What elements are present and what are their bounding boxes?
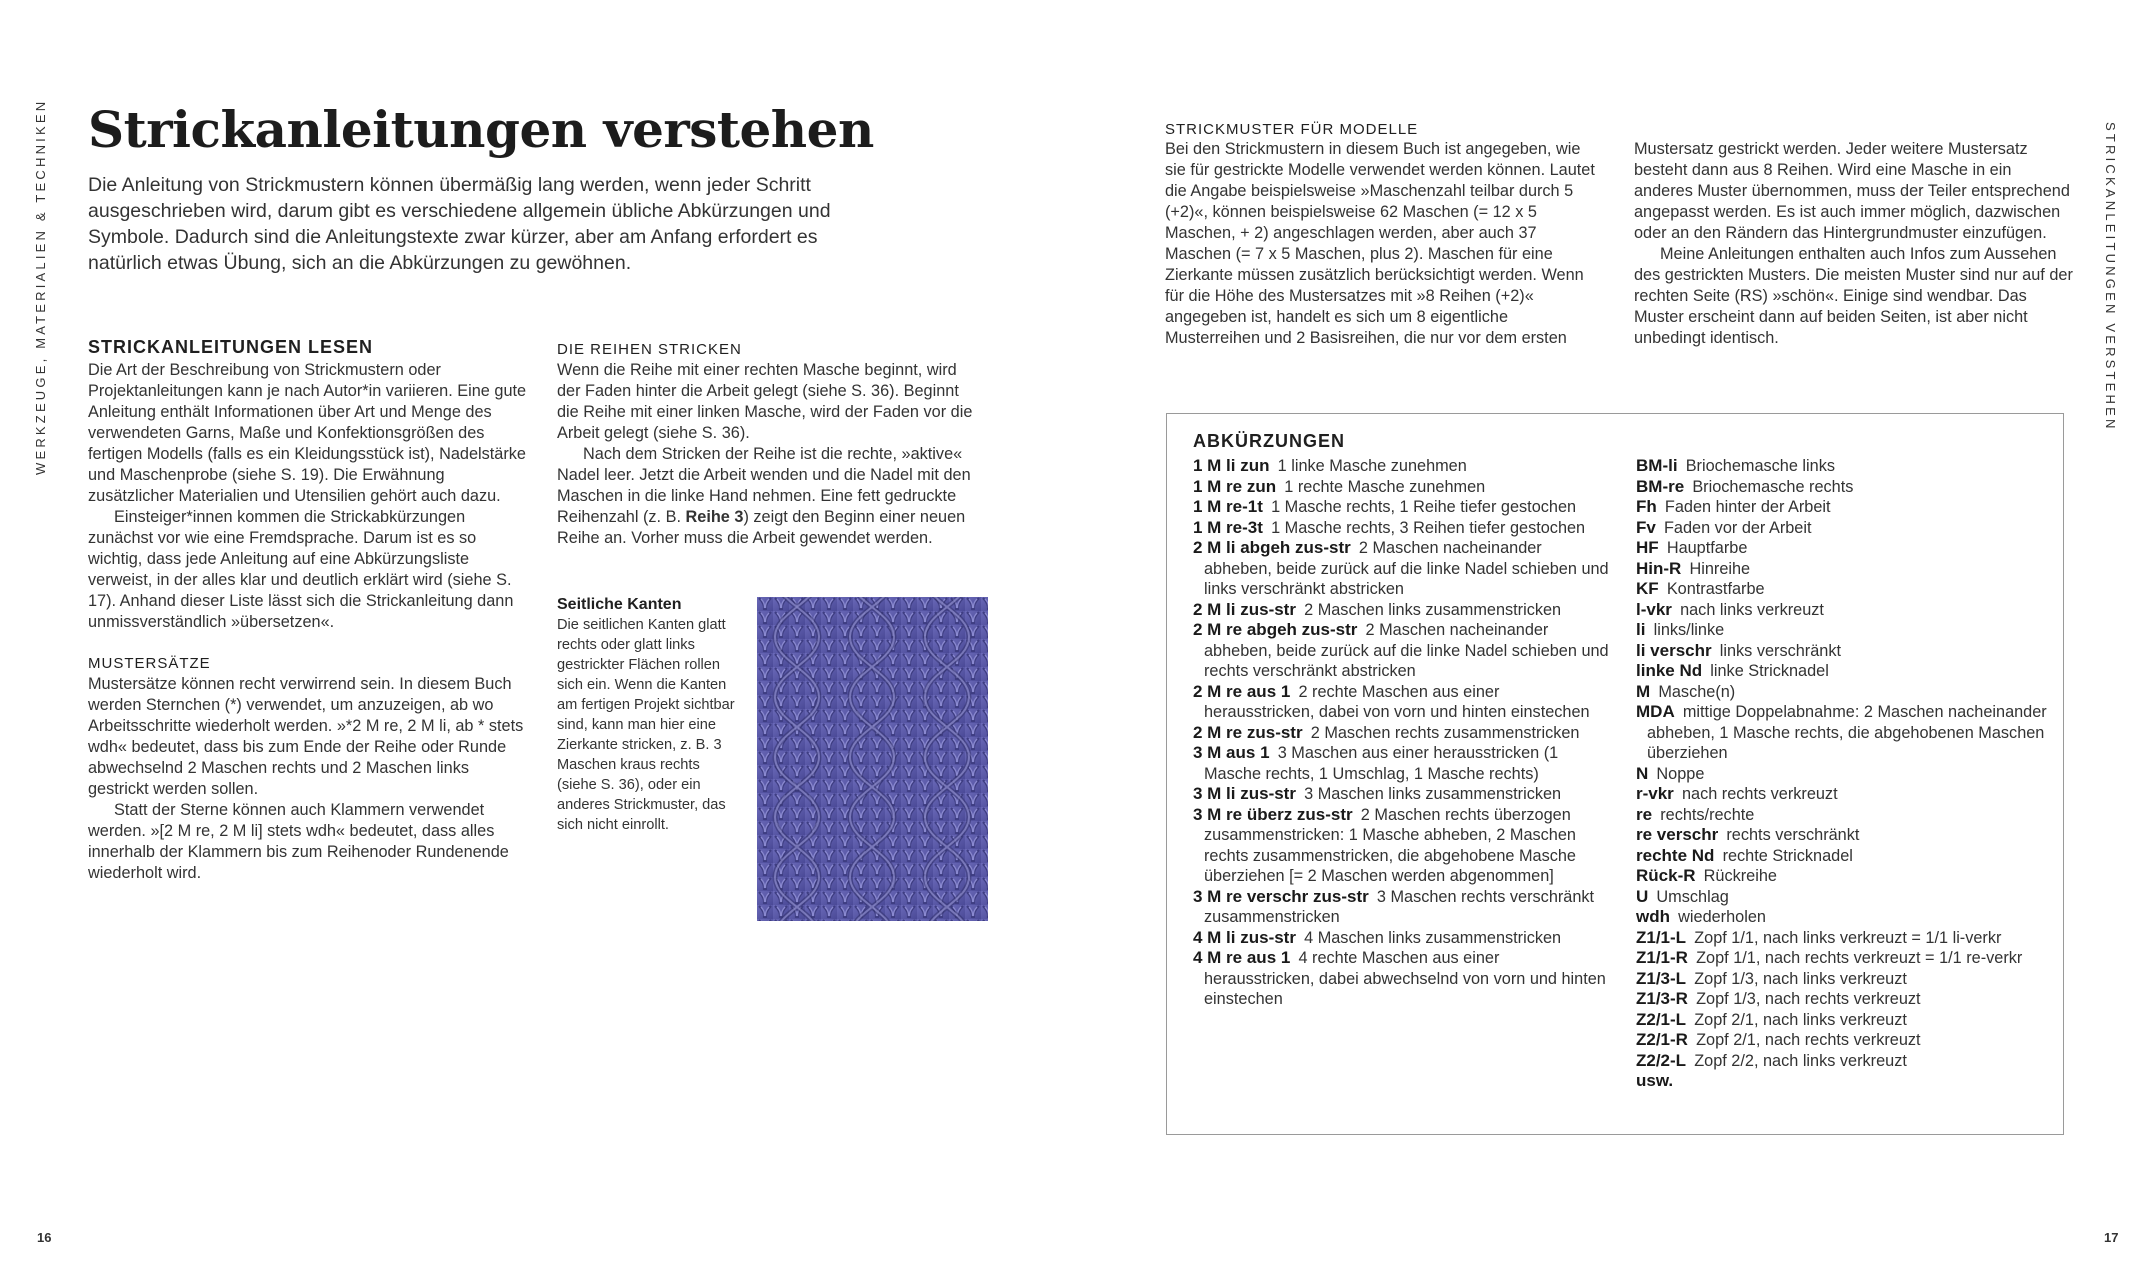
abbreviation-entry bbox=[1193, 518, 1613, 539]
heading-die-reihen-stricken: DIE REIHEN STRICKEN bbox=[557, 341, 742, 358]
reihen-text-after: ) zeigt den Beginn einer neuen Reihe an. Vorher muss die Arbeit gewendet werden. bbox=[557, 508, 966, 547]
abbreviation-description: wiederholen bbox=[1678, 908, 1766, 926]
abbreviation-description: Briochemasche rechts bbox=[1692, 477, 1854, 496]
reihen-text-before: Nach dem Stricken der Reihe ist die rechte, »aktive« Nadel leer. Jetzt die Arbeit wenden und die Nadel mit den Maschen in die linke Hand nehmen. Eine fett gedruckte Reihenzahl (z. B. bbox=[557, 445, 971, 526]
abbreviation-description: 3 Maschen links zusammenstricken bbox=[1304, 785, 1562, 803]
abbreviation-key: linke Nd bbox=[1636, 661, 1703, 680]
abbreviation-entry bbox=[1636, 969, 2056, 990]
abbreviation-entry bbox=[1636, 456, 2056, 477]
abbreviation-description: 2 Maschen nacheinander abheben, beide zurück auf die linke Nadel schieben und rechts verschränkt abstricken bbox=[1204, 621, 1609, 680]
abbreviation-entry bbox=[1636, 1071, 2056, 1092]
intro-paragraph: Die Anleitung von Strickmustern können übermäßig lang werden, wenn jeder Schritt ausgeschrieben wird, darum gibt es verschiedene allgemein übliche Abkürzungen und Symbole. Dadurch sind die Anleitungstexte zwar kürzer, aber am Anfang erfordert es natürlich etwas Übung, sich an die Abkürzungen zu gewöhnen. bbox=[88, 174, 831, 274]
abbreviation-key: Z2/1-L bbox=[1636, 1009, 1687, 1029]
abbreviation-key: BM-li bbox=[1636, 456, 1678, 475]
abbreviation-entry bbox=[1636, 846, 2056, 867]
abbreviation-entry bbox=[1193, 784, 1613, 805]
abbreviation-description: 3 Maschen aus einer herausstricken (1 Masche rechts, 1 Umschlag, 1 Masche rechts) bbox=[1204, 744, 1559, 783]
abbreviation-key: 2 M li abgeh zus-str bbox=[1193, 538, 1351, 557]
abbreviation-key: BM-re bbox=[1636, 476, 1685, 496]
abbreviation-entry bbox=[1636, 805, 2056, 826]
abbreviation-description: Zopf 2/2, nach links verkreuzt bbox=[1694, 1051, 1907, 1070]
abbreviation-key: rechte Nd bbox=[1636, 845, 1715, 865]
abbreviation-entry bbox=[1636, 538, 2056, 559]
abbreviation-key: 2 M re abgeh zus-str bbox=[1193, 620, 1358, 639]
side-chapter-label: STRICKANLEITUNGEN VERSTEHEN bbox=[2103, 122, 2118, 432]
abbreviations-left-list bbox=[1193, 456, 1613, 1010]
abbreviation-key: Z1/3-R bbox=[1636, 989, 1688, 1008]
abbreviation-key: 1 M re zun bbox=[1193, 476, 1277, 496]
abbreviation-description: Rückreihe bbox=[1703, 867, 1777, 885]
abbreviation-entry bbox=[1193, 620, 1613, 682]
reihen-bold-example: Reihe 3 bbox=[685, 508, 744, 526]
abbreviation-key: M bbox=[1636, 681, 1651, 701]
abbreviation-key: Hin-R bbox=[1636, 558, 1682, 578]
abbreviation-entry bbox=[1636, 1010, 2056, 1031]
abbreviation-description: rechte Stricknadel bbox=[1722, 846, 1853, 865]
abbreviation-entry bbox=[1636, 989, 2056, 1010]
abbreviation-entry bbox=[1636, 1051, 2056, 1072]
abbreviation-key: Z2/1-R bbox=[1636, 1030, 1688, 1049]
abbreviation-entry bbox=[1193, 682, 1613, 723]
abbreviation-key: 4 M re aus 1 bbox=[1193, 948, 1291, 967]
abbreviation-key: 1 M re-1t bbox=[1193, 497, 1263, 516]
abbreviation-key: HF bbox=[1636, 538, 1659, 557]
seitliche-kanten-text: Die seitlichen Kanten glatt rechts oder glatt links gestrickter Flächen rollen sich ein. Wenn die Kanten am fertigen Projekt sichtbar sind, kann man hier eine Zierkante stricken, z. B. 3 Maschen kraus rechts (siehe S. 36), oder ein anderes Strickmuster, das sich nicht einrollt. bbox=[557, 617, 735, 833]
page-title: Strickanleitungen verstehen bbox=[88, 100, 874, 159]
abbreviation-description: 4 rechte Maschen aus einer herausstricken, dabei abwechselnd von vorn und hinten einstechen bbox=[1204, 949, 1606, 1008]
abbreviation-description: 2 Maschen rechts zusammenstricken bbox=[1310, 723, 1580, 742]
abbreviation-entry bbox=[1636, 702, 2056, 764]
abbreviation-key: 3 M li zus-str bbox=[1193, 784, 1296, 803]
reihen-paragraph-1: Wenn die Reihe mit einer rechten Masche beginnt, wird der Faden hinter die Arbeit gelegt (siehe S. 36). Beginnt die Reihe mit einer linken Masche, wird der Faden vor die Arbeit gelegt (siehe S. 36). bbox=[557, 361, 973, 442]
abbreviation-entry bbox=[1636, 620, 2056, 641]
abbreviation-key: Z1/1-R bbox=[1636, 948, 1688, 967]
abbreviation-entry bbox=[1636, 641, 2056, 662]
abbreviation-description: 2 Maschen rechts überzogen zusammenstricken: 1 Masche abheben, 2 Maschen rechts zusammenstricken, die abgehobene Masche überziehen [= 2 Maschen werden abgenommen] bbox=[1204, 805, 1576, 885]
abbreviation-description: rechts verschränkt bbox=[1726, 826, 1860, 844]
heading-seitliche-kanten: Seitliche Kanten bbox=[557, 596, 682, 613]
heading-abkuerzungen: ABKÜRZUNGEN bbox=[1193, 431, 1345, 451]
abbreviation-entry bbox=[1636, 948, 2056, 969]
abbreviation-key: Rück-R bbox=[1636, 866, 1696, 885]
abbreviation-key: N bbox=[1636, 763, 1649, 783]
lesen-paragraph-1: Die Art der Beschreibung von Strickmustern oder Projektanleitungen kann je nach Autor*in variieren. Eine gute Anleitung enthält Informationen über Art und Menge des verwendeten Garns, Maße und Konfektionsgrößen des fertigen Modells (falls es ein Kleidungsstück ist), Nadelstärke und Maschenprobe (siehe S. 19). Die Erwähnung zusätzlicher Materialien und Utensilien gehört auch dazu. bbox=[88, 361, 527, 505]
abbreviation-entry bbox=[1636, 477, 2056, 498]
side-section-label: WERKZEUGE, MATERIALIEN & TECHNIKEN bbox=[33, 98, 48, 475]
abbreviation-key: 1 M re-3t bbox=[1193, 517, 1263, 537]
knitted-cable-image bbox=[757, 597, 988, 921]
abbreviation-description: Zopf 1/3, nach rechts verkreuzt bbox=[1696, 990, 1921, 1008]
abbreviation-key: Fh bbox=[1636, 497, 1657, 516]
abbreviation-entry bbox=[1193, 538, 1613, 600]
abbreviation-key: Z2/2-L bbox=[1636, 1050, 1687, 1070]
abbreviation-entry bbox=[1193, 928, 1613, 949]
abbreviation-entry bbox=[1636, 784, 2056, 805]
abbreviation-description: 1 Masche rechts, 1 Reihe tiefer gestochen bbox=[1271, 498, 1577, 516]
abbreviation-description: 2 rechte Maschen aus einer herausstricken, dabei von vorn und hinten einstechen bbox=[1204, 682, 1590, 721]
knitting-sample-photo bbox=[757, 597, 988, 921]
abbreviation-description: Faden vor der Arbeit bbox=[1663, 518, 1812, 537]
abbreviation-key: 1 M li zun bbox=[1193, 456, 1270, 475]
abbreviations-right-list bbox=[1636, 456, 2056, 1092]
abbreviation-entry bbox=[1636, 825, 2056, 846]
abbreviation-entry bbox=[1193, 456, 1613, 477]
column-left-2 bbox=[557, 339, 977, 549]
abbreviation-key: li bbox=[1636, 620, 1646, 639]
abbreviation-description: Briochemasche links bbox=[1685, 457, 1835, 475]
abbreviation-description: 2 Maschen links zusammenstricken bbox=[1304, 600, 1562, 619]
abbreviation-entry bbox=[1193, 948, 1613, 1010]
abbreviation-description: Hinreihe bbox=[1689, 559, 1751, 578]
seitliche-kanten-box bbox=[557, 595, 737, 835]
abbreviation-key: KF bbox=[1636, 579, 1659, 598]
abbreviation-description: Noppe bbox=[1656, 764, 1705, 783]
abbreviations-box bbox=[1166, 413, 2064, 1135]
abbreviation-entry bbox=[1193, 887, 1613, 928]
abbreviation-key: Z1/3-L bbox=[1636, 968, 1687, 988]
abbreviation-key: Z1/1-L bbox=[1636, 927, 1687, 947]
abbreviation-key: Fv bbox=[1636, 517, 1656, 537]
page-number-left: 16 bbox=[37, 1230, 52, 1245]
abbreviation-entry bbox=[1193, 477, 1613, 498]
abbreviation-entry bbox=[1636, 559, 2056, 580]
modelle-paragraph-2: Meine Anleitungen enthalten auch Infos zum Aussehen des gestrickten Musters. Die meisten Muster sind nur auf der rechten Seite (RS) »schön«. Einige sind wendbar. Das Muster erscheint dann auf beiden Seiten, ist aber nicht unbedingt identisch. bbox=[1634, 245, 2073, 347]
abbreviation-entry bbox=[1193, 743, 1613, 784]
abbreviation-entry bbox=[1636, 518, 2056, 539]
abbreviation-description: 1 Masche rechts, 3 Reihen tiefer gestochen bbox=[1271, 518, 1586, 537]
abbreviation-entry bbox=[1636, 682, 2056, 703]
abbreviation-key: 3 M re überz zus-str bbox=[1193, 804, 1353, 824]
abbreviation-description: mittige Doppelabnahme: 2 Maschen nacheinander abheben, 1 Masche rechts, die abgehobenen Maschen überziehen bbox=[1647, 703, 2047, 762]
abbreviation-key: MDA bbox=[1636, 702, 1675, 721]
abbreviation-description: Faden hinter der Arbeit bbox=[1664, 498, 1831, 516]
abbreviation-description: Zopf 1/1, nach rechts verkreuzt = 1/1 re-verkr bbox=[1696, 949, 2023, 967]
abbreviation-description: Umschlag bbox=[1656, 887, 1729, 906]
abbreviation-key: li verschr bbox=[1636, 640, 1712, 660]
abbreviation-entry bbox=[1636, 907, 2056, 928]
abbreviation-description: Zopf 1/1, nach links verkreuzt = 1/1 li-verkr bbox=[1694, 928, 2002, 947]
abbreviation-description: 2 Maschen nacheinander abheben, beide zurück auf die linke Nadel schieben und links verschränkt abstricken bbox=[1204, 539, 1609, 598]
abbreviation-key: wdh bbox=[1636, 907, 1670, 926]
abbreviation-entry bbox=[1636, 866, 2056, 887]
column-left-1 bbox=[88, 337, 528, 884]
abbreviation-entry bbox=[1636, 928, 2056, 949]
abbreviation-description: Zopf 1/3, nach links verkreuzt bbox=[1694, 969, 1907, 988]
abbreviation-key: r-vkr bbox=[1636, 784, 1674, 803]
abbreviation-description: Kontrastfarbe bbox=[1666, 580, 1765, 598]
abbreviation-entry bbox=[1636, 600, 2056, 621]
abbreviation-key: usw. bbox=[1636, 1071, 1674, 1090]
abbreviation-entry bbox=[1636, 764, 2056, 785]
column-right-1 bbox=[1165, 119, 1605, 140]
abbreviation-key: 3 M re verschr zus-str bbox=[1193, 886, 1369, 906]
abbreviation-key: 2 M re zus-str bbox=[1193, 722, 1303, 742]
abbreviation-entry bbox=[1193, 600, 1613, 621]
abbreviation-key: l-vkr bbox=[1636, 599, 1672, 619]
abbreviation-key: 2 M li zus-str bbox=[1193, 599, 1296, 619]
abbreviation-key: re verschr bbox=[1636, 825, 1719, 844]
heading-strickmuster-fuer-modelle: STRICKMUSTER FÜR MODELLE bbox=[1165, 121, 1419, 138]
modelle-columns bbox=[1165, 139, 2074, 369]
abbreviation-key: U bbox=[1636, 886, 1649, 906]
abbreviation-entry bbox=[1636, 1030, 2056, 1051]
abbreviation-entry bbox=[1636, 497, 2056, 518]
abbreviation-description: Zopf 2/1, nach links verkreuzt bbox=[1694, 1010, 1907, 1029]
page-number-right: 17 bbox=[2104, 1230, 2119, 1245]
abbreviation-key: re bbox=[1636, 804, 1653, 824]
abbreviation-key: 2 M re aus 1 bbox=[1193, 681, 1291, 701]
modelle-text-flow bbox=[1165, 139, 2074, 369]
abbreviation-entry bbox=[1636, 661, 2056, 682]
abbreviation-entry bbox=[1636, 579, 2056, 600]
abbreviation-description: Masche(n) bbox=[1658, 682, 1736, 701]
abbreviation-description: 3 Maschen rechts verschränkt zusammenstricken bbox=[1204, 887, 1595, 926]
abbreviation-description: links/linke bbox=[1653, 621, 1725, 639]
abbreviation-description: nach rechts verkreuzt bbox=[1681, 785, 1838, 803]
abbreviation-description: nach links verkreuzt bbox=[1680, 600, 1824, 619]
mustersaetze-paragraph-1: Mustersätze können recht verwirrend sein. In diesem Buch werden Sternchen (*) verwendet, um anzuzeigen, ab wo Arbeitsschritte wiederholt werden. »*2 M re, 2 M li, ab * stets wdh« bedeutet, dass bis zum Ende der Reihe oder Runde abwechselnd 2 Maschen rechts und 2 Maschen links gestrickt werden sollen. bbox=[88, 675, 524, 798]
abbreviation-entry bbox=[1193, 723, 1613, 744]
abbreviation-key: 3 M aus 1 bbox=[1193, 743, 1270, 762]
heading-mustersaetze: MUSTERSÄTZE bbox=[88, 655, 211, 672]
abbreviation-entry bbox=[1193, 805, 1613, 887]
abbreviation-entry bbox=[1636, 887, 2056, 908]
abbreviation-description: rechts/rechte bbox=[1660, 805, 1755, 824]
abbreviation-entry bbox=[1193, 497, 1613, 518]
heading-strickanleitungen-lesen: STRICKANLEITUNGEN LESEN bbox=[88, 337, 374, 357]
abbreviation-description: Zopf 2/1, nach rechts verkreuzt bbox=[1696, 1031, 1921, 1049]
reihen-paragraph-2 bbox=[557, 444, 977, 549]
abbreviation-description: 1 linke Masche zunehmen bbox=[1277, 457, 1467, 475]
abbreviation-description: links verschränkt bbox=[1719, 641, 1841, 660]
abbreviation-description: 4 Maschen links zusammenstricken bbox=[1304, 928, 1562, 947]
abbreviation-description: linke Stricknadel bbox=[1710, 662, 1829, 680]
abbreviation-key: 4 M li zus-str bbox=[1193, 927, 1296, 947]
abbreviation-description: Hauptfarbe bbox=[1666, 539, 1748, 557]
modelle-paragraph-1: Bei den Strickmustern in diesem Buch ist angegeben, wie sie für gestrickte Modelle verwendet werden können. Lautet die Angabe beispielsweise »Maschenzahl teilbar durch 5 (+2)«, können beispielsweise 62 Maschen (= 12 x 5 Maschen, + 2) angeschlagen werden, aber auch 37 Maschen (= 7 x 5 Maschen, plus 2). Maschen für eine Zierkante müssen zusätzlich berücksichtigt werden. Wenn für die Höhe des Mustersatzes mit »8 Reihen (+2)« angegeben ist, handelt es sich um 8 eigentliche Musterreihen und 2 Basisreihen, die nur vor dem ersten Mustersatz gestrickt werden. Jeder weitere Mustersatz besteht dann aus 8 Reihen. Wird eine Masche in ein anderes Muster übernommen, muss der Teiler entsprechend angepasst werden. Es ist auch immer möglich, dazwischen oder an den Rändern das Hintergrundmuster einzufügen. bbox=[1165, 140, 2070, 347]
lesen-paragraph-2: Einsteiger*innen kommen die Strickabkürzungen zunächst vor wie eine Fremdsprache. Darum ist es so wichtig, dass jede Anleitung auf eine Abkürzungsliste verweist, in der alles klar und deutlich erklärt wird (siehe S. 17). Anhand dieser Liste lässt sich die Strickanleitung dann unmissverständlich »übersetzen«. bbox=[88, 508, 514, 631]
abbreviation-description: 1 rechte Masche zunehmen bbox=[1284, 477, 1486, 496]
mustersaetze-paragraph-2: Statt der Sterne können auch Klammern verwendet werden. »[2 M re, 2 M li] stets wdh« bedeutet, dass alles innerhalb der Klammern bis zum Reihenoder Rundenende wiederholt wird. bbox=[88, 801, 509, 882]
